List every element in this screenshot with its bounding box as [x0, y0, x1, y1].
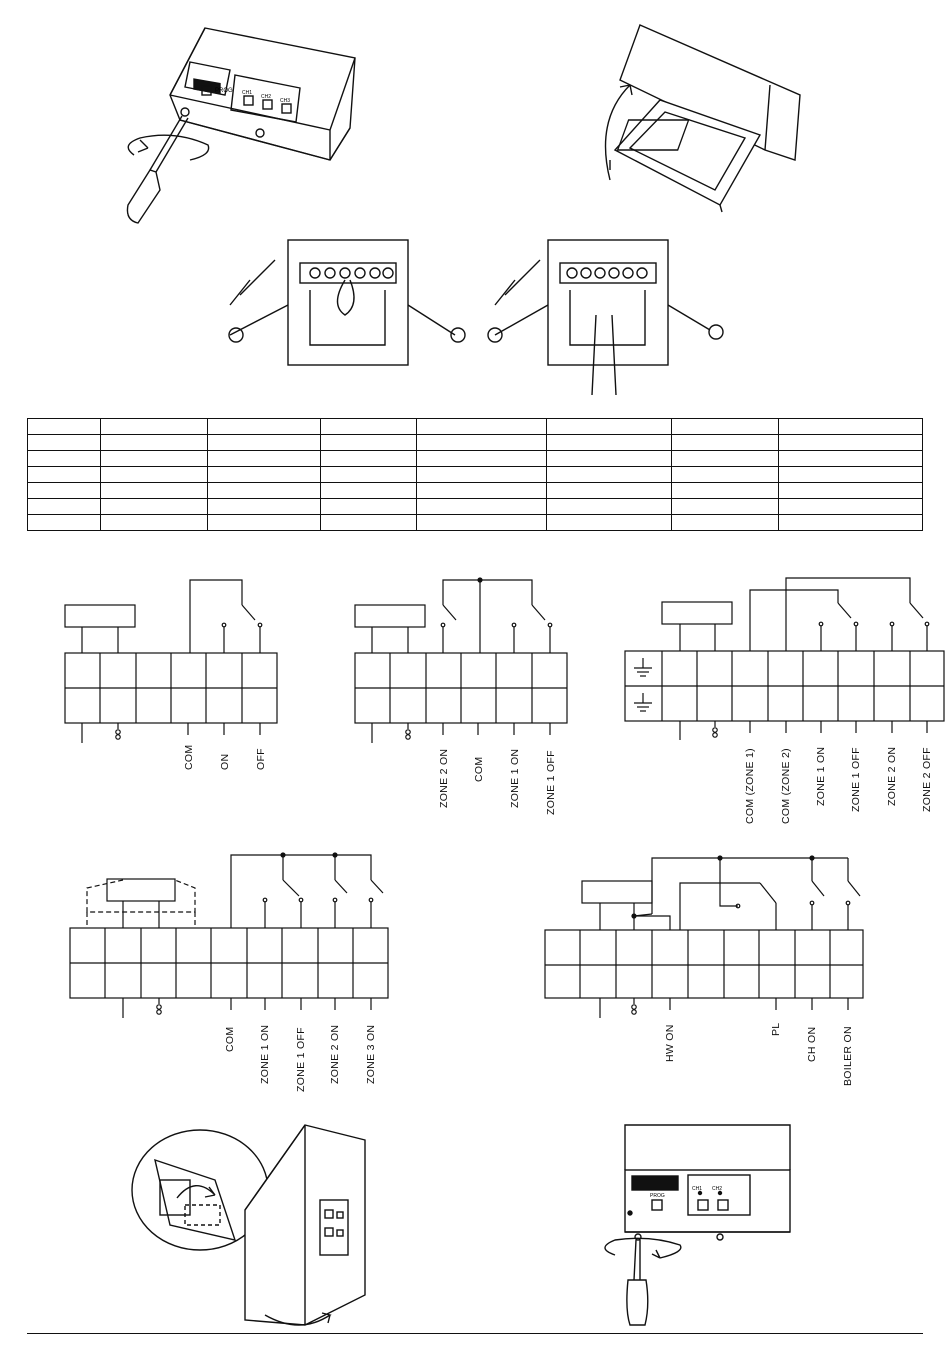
terminal-label: ZONE 2 ON — [329, 1024, 341, 1084]
terminal-label: COM — [183, 744, 195, 770]
table-row — [28, 419, 923, 435]
wiring-diagram-5 — [540, 848, 870, 1023]
svg-text:PROG: PROG — [650, 1193, 665, 1199]
terminal-label: CH ON — [806, 1026, 818, 1062]
terminal-label: COM — [473, 756, 485, 782]
programmer-fixing-illustration — [600, 1120, 815, 1330]
wiring-diagram-4 — [65, 848, 395, 1023]
cover-removal-illustration — [590, 20, 820, 215]
terminal-label: ZONE 1 OFF — [295, 1027, 307, 1092]
table-row — [28, 499, 923, 515]
terminal-label: ON — [219, 753, 231, 770]
terminal-label: ZONE 2 OFF — [921, 747, 933, 812]
wiring-diagram-1 — [60, 575, 290, 750]
table-row — [28, 467, 923, 483]
terminal-label: ZONE 1 ON — [815, 746, 827, 806]
terminal-label: OFF — [255, 748, 267, 770]
svg-text:CH2: CH2 — [261, 94, 272, 100]
svg-text:CH2: CH2 — [712, 1186, 723, 1192]
table-row — [28, 435, 923, 451]
terminal-label: PL — [770, 1022, 782, 1036]
terminal-label: ZONE 1 OFF — [545, 750, 557, 815]
table-row — [28, 483, 923, 499]
wiring-diagram-3 — [620, 570, 950, 750]
terminal-label: COM — [224, 1026, 236, 1052]
backplate-mounting-illustration — [220, 235, 740, 400]
svg-text:PROG: PROG — [215, 88, 233, 94]
terminal-label: ZONE 2 ON — [438, 748, 450, 808]
terminal-label: ZONE 2 ON — [886, 746, 898, 806]
footer-rule — [27, 1333, 923, 1334]
terminal-label: ZONE 1 ON — [259, 1024, 271, 1084]
terminal-label: ZONE 1 ON — [509, 748, 521, 808]
terminal-label: BOILER ON — [842, 1026, 854, 1086]
svg-text:CH1: CH1 — [692, 1186, 703, 1192]
terminal-label: ZONE 3 ON — [365, 1024, 377, 1084]
table-row — [28, 451, 923, 467]
wiring-reference-table — [27, 418, 923, 531]
wiring-diagram-2 — [350, 575, 580, 750]
terminal-label: HW ON — [664, 1024, 676, 1062]
svg-text:CH1: CH1 — [242, 90, 253, 96]
table-row — [28, 515, 923, 531]
terminal-label: ZONE 1 OFF — [850, 747, 862, 812]
cover-hinge-illustration — [125, 1120, 425, 1330]
terminal-label: COM (ZONE 1) — [744, 748, 756, 824]
programmer-screwdriver-illustration — [120, 20, 370, 235]
terminal-label: COM (ZONE 2) — [780, 748, 792, 824]
svg-text:CH3: CH3 — [280, 98, 291, 104]
